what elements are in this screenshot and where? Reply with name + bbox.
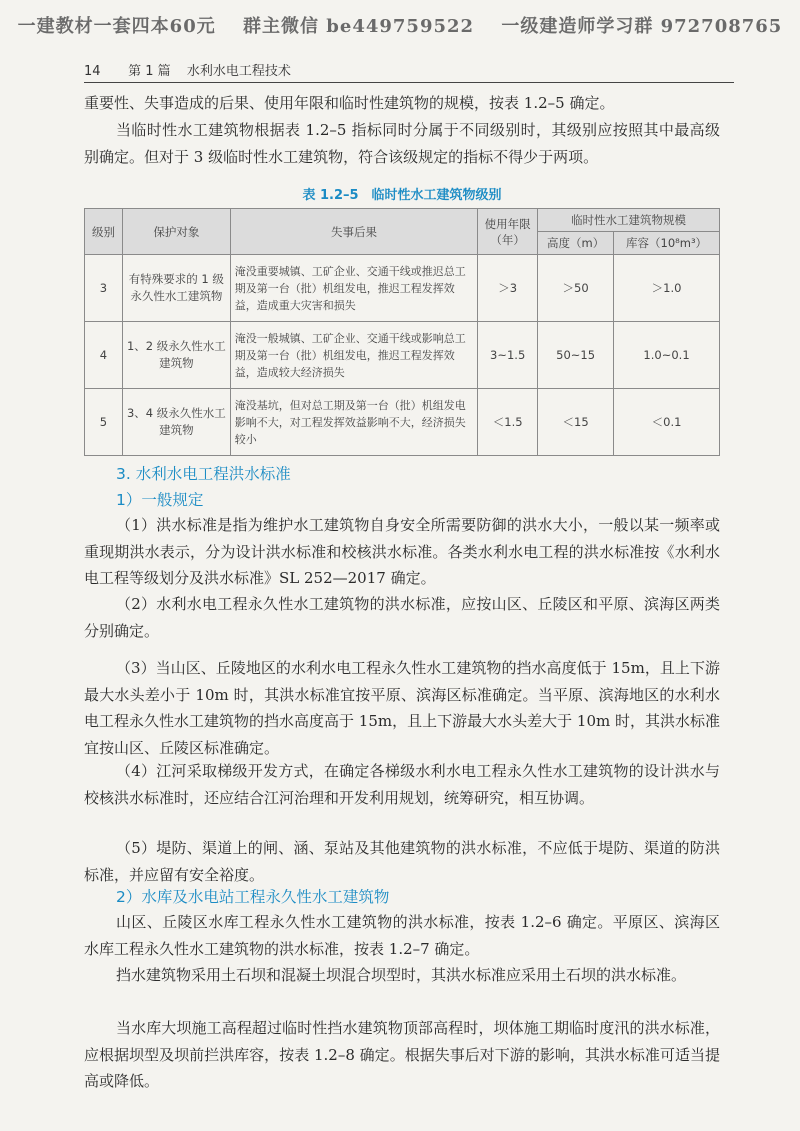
cell-height: ＞50	[538, 255, 614, 322]
cell-capacity: 1.0~0.1	[614, 322, 720, 389]
cell-capacity: ＞1.0	[614, 255, 720, 322]
cell-height: ＜15	[538, 389, 614, 456]
cell-years: ＜1.5	[478, 389, 538, 456]
running-header	[84, 60, 734, 83]
paragraph-construction-flood: 当水库大坝施工高程超过临时性挡水建筑物顶部高程时，坝体施工期临时度汛的洪水标准，应根据坝型及坝前拦洪库容，按表 1.2–8 确定。根据失事后对下游的影响，其洪水标准可适当提高或降低。	[84, 1019, 720, 1090]
banner-middle: 群主微信 be449759522	[243, 16, 475, 37]
cell-object: 有特殊要求的 1 级永久性水工建筑物	[122, 255, 230, 322]
cell-years: ＞3	[478, 255, 538, 322]
paragraph-level-rule: 当临时性水工建筑物根据表 1.2–5 指标同时分属于不同级别时，其级别应按照其中最高级别确定。但对于 3 级临时性水工建筑物，符合该级规定的指标不得少于两项。	[84, 121, 720, 166]
banner-right: 一级建造师学习群 972708765	[501, 16, 783, 37]
table-title: 表 1.2–5 临时性水工建筑物级别	[302, 188, 502, 203]
cell-level: 3	[85, 255, 123, 322]
header-consequence: 失事后果	[230, 209, 477, 255]
cell-height: 50~15	[538, 322, 614, 389]
cell-capacity: ＜0.1	[614, 389, 720, 456]
header-capacity: 库容（10⁸m³）	[614, 232, 720, 255]
clause-2: （2）水利水电工程永久性水工建筑物的洪水标准，应按山区、丘陵区和平原、滨海区两类分别确定。	[84, 595, 720, 640]
subsection-general-heading: 1）一般规定	[116, 491, 204, 509]
header-object: 保护对象	[122, 209, 230, 255]
section-3-heading: 3. 水利水电工程洪水标准	[116, 465, 291, 483]
cell-years: 3~1.5	[478, 322, 538, 389]
banner-left: 一建教材一套四本60元	[17, 16, 216, 37]
page-number: 14	[84, 64, 101, 79]
header-level: 级别	[85, 209, 123, 255]
temporary-structure-level-table	[84, 208, 720, 456]
clause-3: （3）当山区、丘陵地区的水利水电工程永久性水工建筑物的挡水高度低于 15m，且上下游最大水头差小于 10m 时，其洪水标准宜按平原、滨海区标准确定。当平原、滨海地区的水利水电工程永久性水工建筑物的挡水高度高于 15m，且上下游最大水头差大于 10m 时，其洪水标准宜按山区、丘陵区标准确定。	[84, 659, 720, 757]
cell-consequence: 淹没一般城镇、工矿企业、交通干线或影响总工期及第一台（批）机组发电，推迟工程发挥效益，造成较大经济损失	[230, 322, 477, 389]
paragraph-mixed-dam: 挡水建筑物采用土石坝和混凝土坝混合坝型时，其洪水标准应采用土石坝的洪水标准。	[116, 966, 687, 984]
header-years-line2: （年）	[490, 232, 525, 247]
paragraph-reservoir-standard: 山区、丘陵区水库工程永久性水工建筑物的洪水标准，按表 1.2–6 确定。平原区、滨海区水库工程永久性水工建筑物的洪水标准，按表 1.2–7 确定。	[84, 913, 720, 958]
paragraph-intro: 重要性、失事造成的后果、使用年限和临时性建筑物的规模，按表 1.2–5 确定。	[84, 94, 615, 112]
header-years	[478, 209, 538, 255]
clause-1: （1）洪水标准是指为维护水工建筑物自身安全所需要防御的洪水大小，一般以某一频率或重现期洪水表示，分为设计洪水标准和校核洪水标准。各类水利水电工程的洪水标准按《水利水电工程等级划分及洪水标准》SL 252—2017 确定。	[84, 516, 720, 587]
cell-level: 4	[85, 322, 123, 389]
clause-5: （5）堤防、渠道上的闸、涵、泵站及其他建筑物的洪水标准，不应低于堤防、渠道的防洪标准，并应留有安全裕度。	[84, 839, 720, 884]
table-row	[85, 322, 720, 389]
clause-4: （4）江河采取梯级开发方式，在确定各梯级水利水电工程永久性水工建筑物的设计洪水与校核洪水标准时，还应结合江河治理和开发利用规划，统筹研究，相互协调。	[84, 762, 720, 807]
watermark-banner	[0, 12, 800, 38]
cell-consequence: 淹没重要城镇、工矿企业、交通干线或推迟总工期及第一台（批）机组发电，推迟工程发挥效益，造成重大灾害和损失	[230, 255, 477, 322]
table-row	[85, 255, 720, 322]
header-height: 高度（m）	[538, 232, 614, 255]
subsection-reservoir-heading: 2）水库及水电站工程永久性水工建筑物	[116, 888, 390, 906]
cell-object: 3、4 级永久性水工建筑物	[122, 389, 230, 456]
section-label: 水利水电工程技术	[186, 64, 291, 79]
header-years-line1: 使用年限	[484, 216, 531, 231]
table-row	[85, 389, 720, 456]
cell-object: 1、2 级永久性水工建筑物	[122, 322, 230, 389]
cell-level: 5	[85, 389, 123, 456]
part-label: 第 1 篇	[128, 64, 171, 79]
cell-consequence: 淹没基坑，但对总工期及第一台（批）机组发电影响不大，对工程发挥效益影响不大，经济损失较小	[230, 389, 477, 456]
header-scale: 临时性水工建筑物规模	[538, 209, 720, 232]
table-header-row-1	[85, 209, 720, 232]
